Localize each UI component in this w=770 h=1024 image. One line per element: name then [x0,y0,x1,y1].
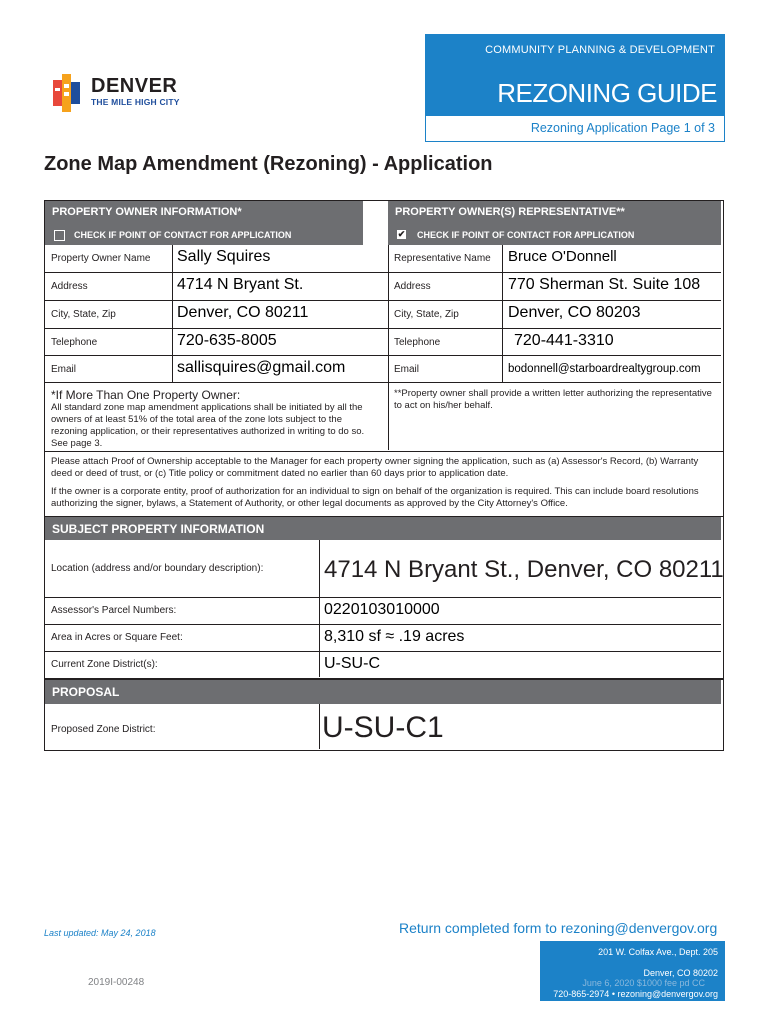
parcel-label: Assessor's Parcel Numbers: [51,605,177,616]
proposal-heading: PROPOSAL [52,685,120,699]
department-banner [425,34,725,66]
owner-address-label: Address [51,281,88,292]
current-zone-label: Current Zone District(s): [51,659,158,670]
contact-line: 720-865-2974 • rezoning@denvergov.org [553,989,718,999]
owner-heading: PROPERTY OWNER INFORMATION* [52,206,242,218]
address-line-2: Denver, CO 80202 [643,968,718,978]
owner-city-value[interactable]: Denver, CO 80211 [177,304,309,321]
owner-heading-bar [45,201,363,245]
page-label: Rezoning Application Page 1 of 3 [530,121,715,135]
parcel-value[interactable]: 0220103010000 [324,601,440,618]
proposal-heading-bar [45,680,721,704]
owner-contact-checkbox[interactable] [54,230,65,241]
rep-phone-value[interactable]: 720-441-3310 [514,332,614,349]
subject-heading-bar [45,517,721,540]
row-line [45,651,721,652]
owner-city-label: City, State, Zip [51,309,116,320]
proposed-zone-label: Proposed Zone District: [51,724,156,735]
address-line-1: 201 W. Colfax Ave., Dept. 205 [598,947,718,957]
logo-tagline: THE MILE HIGH CITY [91,97,180,107]
page-title: Zone Map Amendment (Rezoning) - Application [44,153,493,175]
area-value[interactable]: 8,310 sf ≈ .19 acres [324,628,465,645]
row-line [45,355,721,356]
rep-heading-bar [388,201,721,245]
owner-name-label: Property Owner Name [51,253,151,264]
rep-contact-label: CHECK IF POINT OF CONTACT FOR APPLICATION [417,230,635,240]
column-divider [388,245,389,450]
rep-divider [502,245,503,382]
section-gap [363,201,388,245]
guide-title: REZONING GUIDE [497,78,717,108]
representative-note: **Property owner shall provide a written letter authorizing the representative to act on his/her behalf. [394,388,712,411]
address-box [540,941,725,1001]
rep-phone-label: Telephone [394,337,441,348]
rep-name-label: Representative Name [394,253,491,264]
owner-contact-label: CHECK IF POINT OF CONTACT FOR APPLICATION [74,230,292,240]
rep-city-value[interactable]: Denver, CO 80203 [508,304,641,321]
rep-address-label: Address [394,281,431,292]
owner-email-value[interactable]: sallisquires@gmail.com [177,359,346,376]
proposal-divider [319,704,320,749]
last-updated: Last updated: May 24, 2018 [44,928,156,938]
row-line [45,624,721,625]
logo-name: DENVER [91,75,178,97]
area-label: Area in Acres or Square Feet: [51,632,183,643]
guide-title-banner [425,66,725,116]
file-number: 2019I-00248 [88,977,145,988]
proposed-zone-value[interactable]: U-SU-C1 [322,711,444,744]
row-line [45,328,721,329]
multi-owner-note-title: *If More Than One Property Owner: [51,388,241,402]
return-instructions: Return completed form to rezoning@denvergov.org [399,920,718,936]
rep-heading: PROPERTY OWNER(S) REPRESENTATIVE** [395,206,625,218]
row-line [45,272,721,273]
rep-address-value[interactable]: 770 Sherman St. Suite 108 [508,276,701,293]
owner-address-value[interactable]: 4714 N Bryant St. [177,276,304,293]
row-line [45,382,721,383]
multi-owner-note-body: All standard zone map amendment applications shall be initiated by all the owners of at least 51% of the total area of the zone lots subject to the rezoning application, or their representatives authorized in writing to do so. See page 3. [51,402,365,449]
owner-phone-value[interactable]: 720-635-8005 [177,332,277,349]
rep-email-value[interactable]: bodonnell@starboardrealtygroup.com [508,363,701,375]
corporate-authorization-text: If the owner is a corporate entity, proof of authorization for an individual to sign on behalf of the organization is required. This can include board resolutions authorizing the signer, bylaws, a Statement of Authority, or other legal documents as approved by the City Attorney's Office. [51,486,699,509]
rep-name-value[interactable]: Bruce O'Donnell [508,248,617,265]
owner-name-value[interactable]: Sally Squires [177,248,271,265]
current-zone-value[interactable]: U-SU-C [324,655,380,672]
subject-divider [319,540,320,677]
location-label: Location (address and/or boundary description): [51,563,264,574]
row-line [45,597,721,598]
page-label-box [425,116,725,142]
stamp-text: June 6, 2020 $1000 fee pd CC [582,978,705,988]
denver-logo-icon [53,74,83,112]
rep-contact-checkbox[interactable]: ✔ [397,229,406,239]
rep-email-label: Email [394,364,420,375]
row-line [45,300,721,301]
proof-of-ownership-text: Please attach Proof of Ownership acceptable to the Manager for each property owner signing the application, such as (a) Assessor's Record, (b) Warranty deed or deed of trust, or (c) Title policy or commitment dated no earlier than 60 days prior to application date. [51,456,699,479]
location-value[interactable]: 4714 N Bryant St., Denver, CO 80211 [324,556,724,583]
owner-phone-label: Telephone [51,337,98,348]
owner-divider [172,245,173,382]
department-label: COMMUNITY PLANNING & DEVELOPMENT [485,44,715,56]
rep-city-label: City, State, Zip [394,309,459,320]
owner-email-label: Email [51,364,77,375]
subject-heading: SUBJECT PROPERTY INFORMATION [52,522,265,536]
